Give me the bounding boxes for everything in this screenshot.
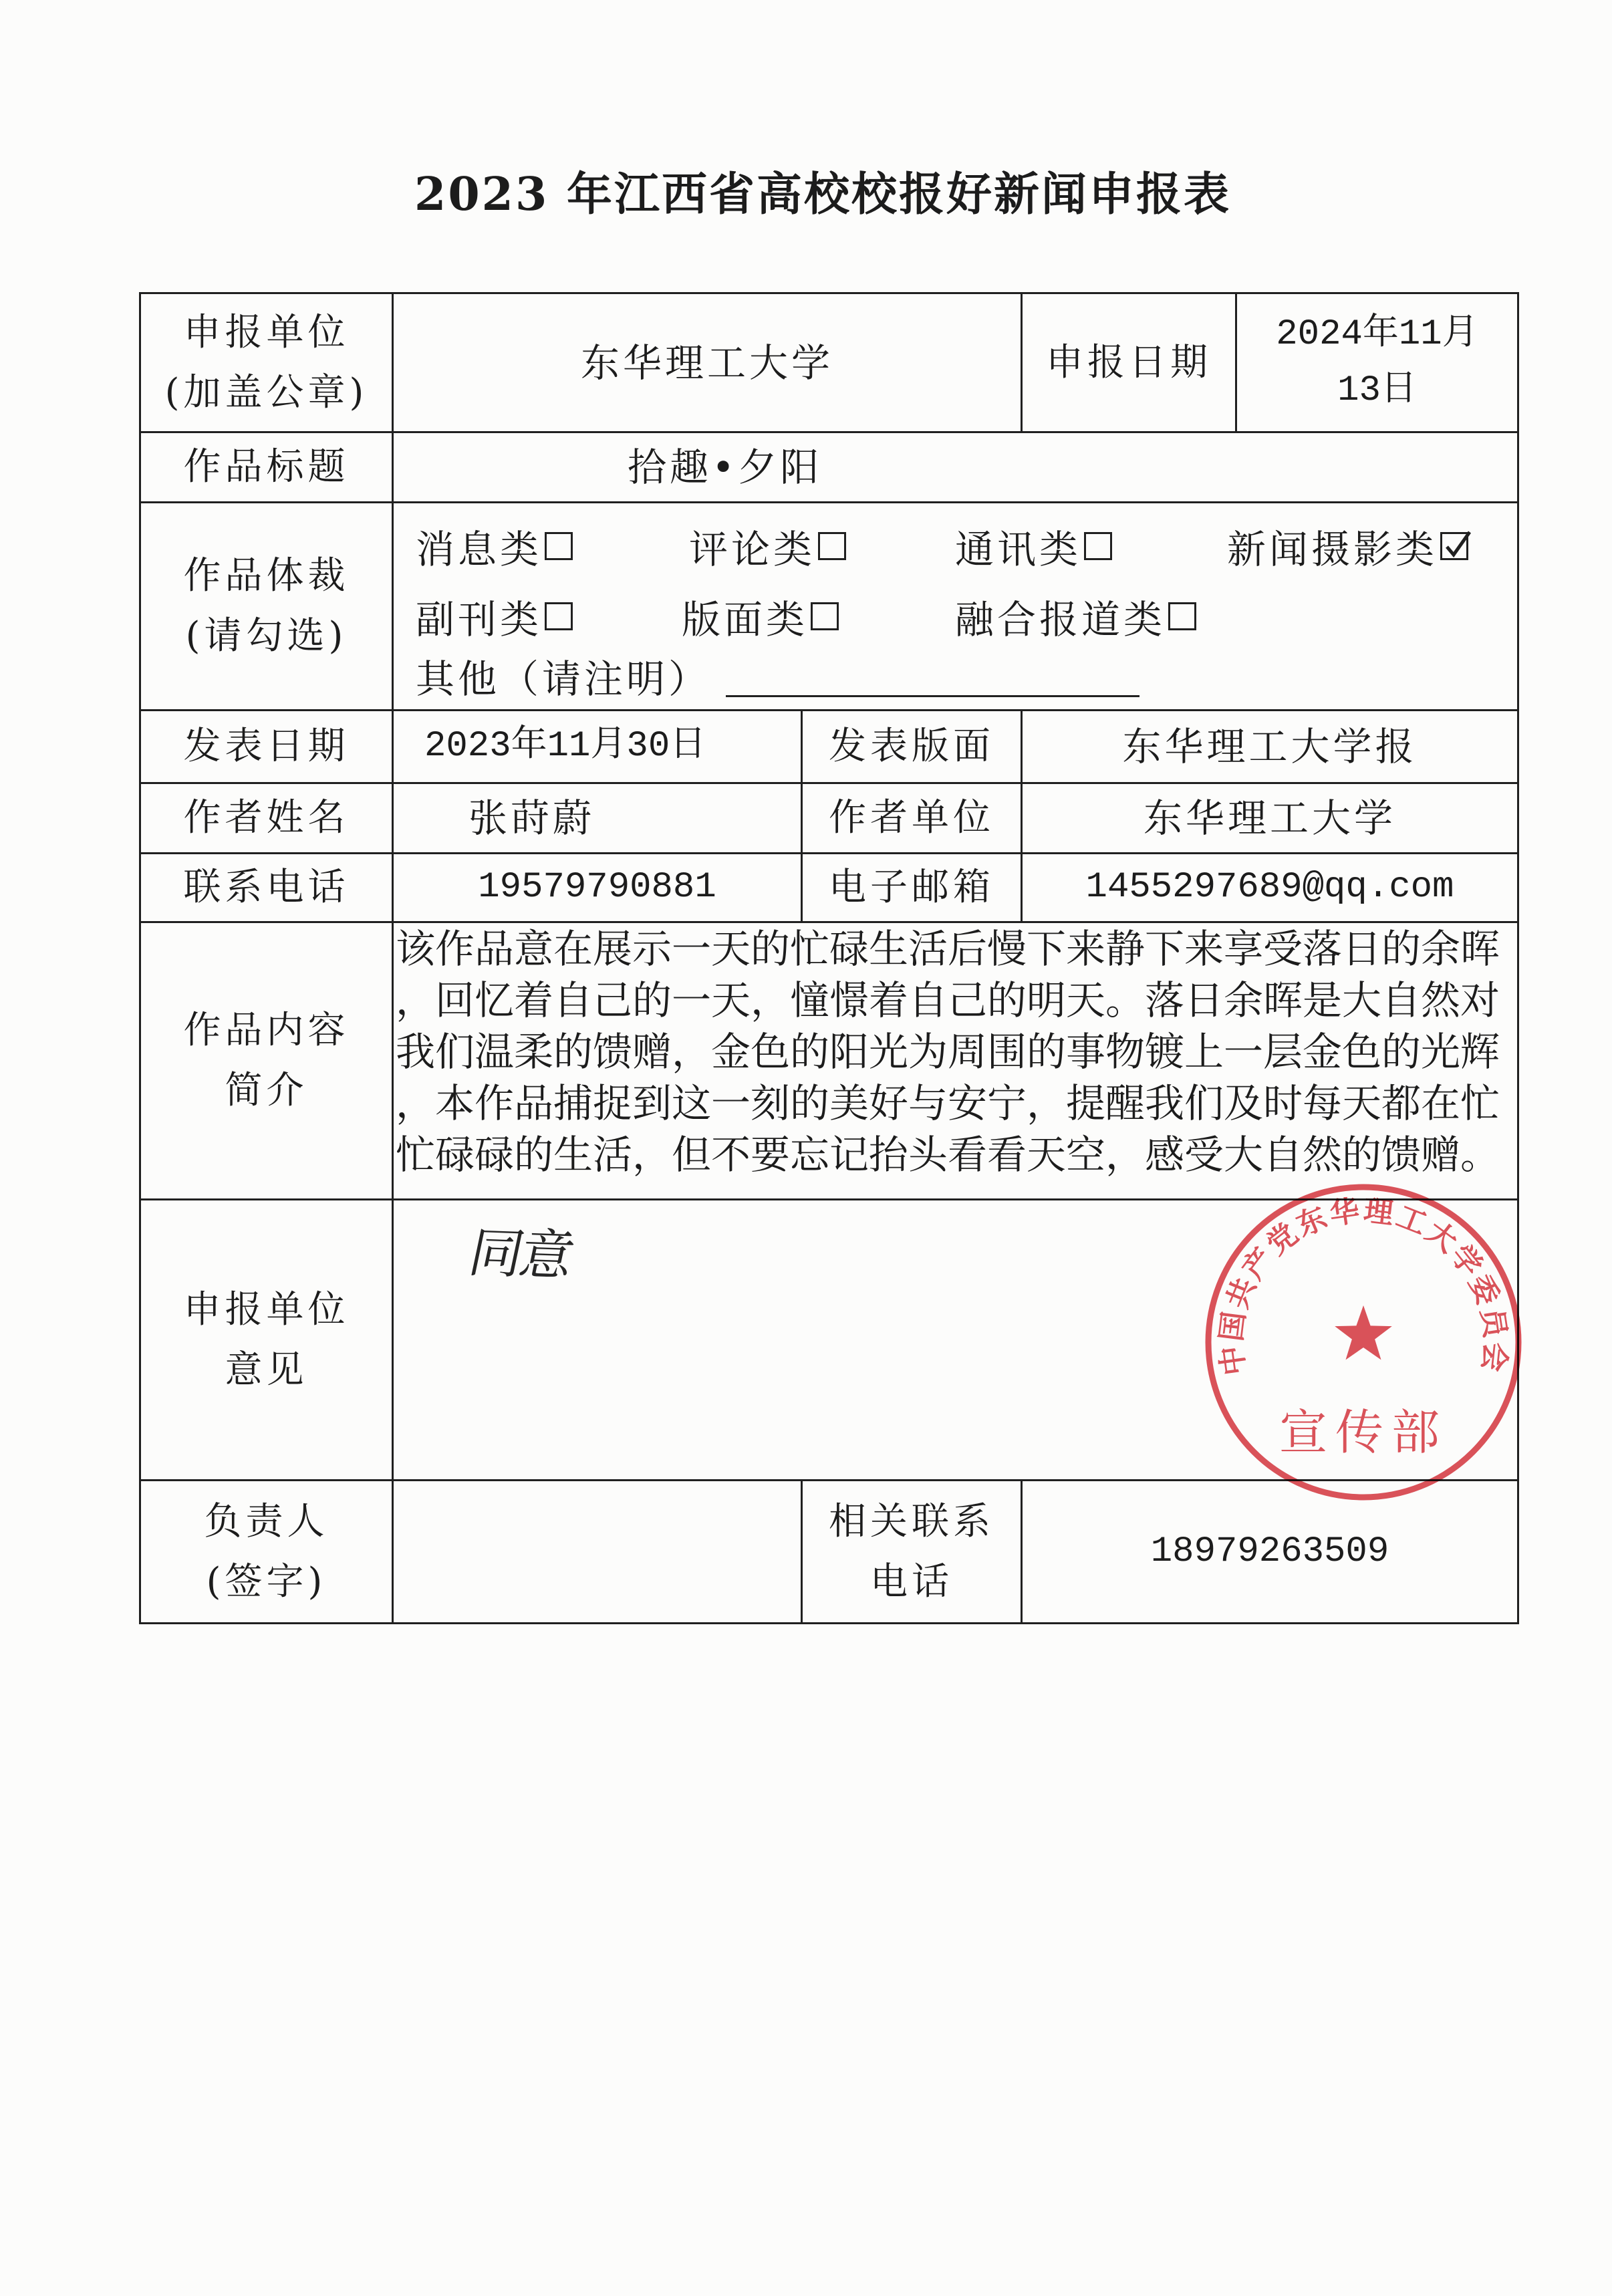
declare-date-line-2: 13日 (1337, 370, 1417, 411)
unit-label-cell (139, 292, 394, 433)
work-title-label: 作品标题 (183, 445, 350, 489)
genre-option-correspondence[interactable] (955, 523, 1112, 572)
author-name-label: 作者姓名 (183, 796, 350, 840)
contact-phone-label-line-2: 电话 (870, 1559, 953, 1604)
contact-phone-label: 相关联系 (829, 1499, 994, 1543)
genre-checkbox[interactable] (545, 602, 573, 630)
email-value-cell (1021, 852, 1519, 923)
official-seal (1200, 1178, 1527, 1506)
opinion-label-cell (139, 1198, 394, 1481)
publish-section-label-cell (801, 709, 1023, 784)
publish-date-value: 2023年11月30日 (424, 726, 706, 767)
genre-checkbox[interactable] (545, 532, 573, 560)
genre-option-news-photography[interactable] (1227, 523, 1468, 572)
genre-checkbox[interactable] (1084, 532, 1112, 560)
unit-value: 东华理工大学 (580, 340, 833, 386)
seal-ring-text (1214, 1194, 1512, 1378)
genre-other-blank-line[interactable] (726, 695, 1139, 697)
responsible-signature-cell[interactable] (392, 1479, 803, 1624)
genre-option-layout[interactable] (682, 593, 839, 640)
summary-label-line-2: 简介 (225, 1069, 308, 1112)
genre-checkbox[interactable] (818, 532, 846, 560)
document-title: 2023 年江西省高校校报好新闻申报表 (414, 168, 1231, 221)
phone-value: 19579790881 (478, 867, 716, 908)
opinion-label-line-2: 意见 (225, 1348, 308, 1392)
responsible-label: 负责人 (204, 1499, 329, 1543)
summary-line: 我们温柔的馈赠，金色的阳光为周围的事物镀上一层金色的光辉 (396, 1029, 1500, 1075)
email-label: 电子邮箱 (829, 866, 994, 909)
publish-date-value-cell (392, 709, 803, 784)
email-label-cell (801, 852, 1023, 923)
author-unit-value: 东华理工大学 (1143, 795, 1396, 841)
publish-section-value: 东华理工大学报 (1122, 724, 1418, 769)
summary-line: ，回忆着自己的一天，憧憬着自己的明天。落日余晖是大自然对 (396, 977, 1500, 1023)
genre-options-cell (392, 501, 1519, 711)
seal-ring-text-path: 中国共产党东华理工大学委员会 (1214, 1193, 1513, 1378)
genre-label: 作品体裁 (183, 554, 350, 598)
genre-option-label: 消息类 (416, 527, 543, 572)
genre-other-label: 其他（请注明） (416, 656, 711, 702)
summary-line: 该作品意在展示一天的忙碌生活后慢下来静下来享受落日的余晖 (396, 926, 1500, 972)
author-name-value-cell (392, 782, 803, 854)
publish-date-label-cell (139, 709, 394, 784)
summary-value-cell (392, 921, 1519, 1200)
work-title-label-cell (139, 431, 394, 503)
genre-option-news[interactable] (416, 523, 573, 572)
check-mark-icon (1440, 528, 1474, 561)
responsible-sign-note: (签字) (206, 1559, 327, 1604)
publish-section-label: 发表版面 (829, 725, 994, 768)
genre-checkbox[interactable] (1168, 602, 1196, 630)
summary-line: ，本作品捕捉到这一刻的美好与安宁，提醒我们及时每天都在忙 (396, 1080, 1500, 1126)
genre-option-converged-report[interactable] (955, 593, 1196, 640)
phone-value-cell (392, 852, 803, 923)
phone-label: 联系电话 (183, 866, 350, 909)
genre-option-label: 版面类 (682, 597, 809, 642)
genre-option-label: 副刊类 (416, 597, 543, 642)
responsible-label-cell (139, 1479, 394, 1624)
seal-center-text: 宣传部 (1279, 1404, 1448, 1460)
email-value: 1455297689@qq.com (1085, 867, 1454, 908)
author-name-label-cell (139, 782, 394, 854)
genre-option-label: 融合报道类 (955, 597, 1166, 642)
summary-line: 忙碌碌的生活，但不要忘记抬头看看天空，感受大自然的馈赠。 (396, 1132, 1500, 1178)
genre-option-other (416, 652, 711, 702)
date-label-cell (1021, 292, 1237, 433)
genre-option-label: 评论类 (689, 527, 816, 572)
genre-option-commentary[interactable] (689, 523, 846, 572)
contact-phone-value: 18979263509 (1150, 1531, 1389, 1572)
publish-section-value-cell (1021, 709, 1519, 784)
genre-option-label: 新闻摄影类 (1227, 527, 1438, 572)
author-unit-label: 作者单位 (829, 796, 994, 840)
genre-label-note: (请勾选) (185, 614, 348, 658)
unit-label: 申报单位 (183, 310, 350, 354)
unit-value-cell (392, 292, 1023, 433)
declare-date-label: 申报日期 (1046, 340, 1212, 384)
summary-label: 作品内容 (183, 1009, 350, 1052)
contact-phone-label-cell (801, 1479, 1023, 1624)
work-title-value-cell (392, 431, 1519, 503)
author-name-value: 张莳蔚 (468, 795, 595, 841)
date-value-cell (1235, 292, 1519, 433)
phone-label-cell (139, 852, 394, 923)
opinion-label: 申报单位 (183, 1287, 350, 1331)
author-unit-label-cell (801, 782, 1023, 854)
publish-date-label: 发表日期 (183, 725, 350, 768)
genre-label-cell (139, 501, 394, 711)
handwritten-approval: 同意 (463, 1221, 578, 1287)
work-title-value: 拾趣•夕阳 (628, 444, 823, 490)
author-unit-value-cell (1021, 782, 1519, 854)
genre-option-supplement[interactable] (416, 593, 573, 640)
declare-date-line-1: 2024年11月 (1276, 313, 1478, 355)
summary-label-cell (139, 921, 394, 1200)
unit-seal-note: (加盖公章) (164, 370, 368, 414)
genre-checkbox[interactable] (1440, 532, 1468, 560)
genre-option-label: 通讯类 (955, 527, 1082, 572)
star-icon (1335, 1305, 1392, 1360)
genre-checkbox[interactable] (811, 602, 839, 630)
